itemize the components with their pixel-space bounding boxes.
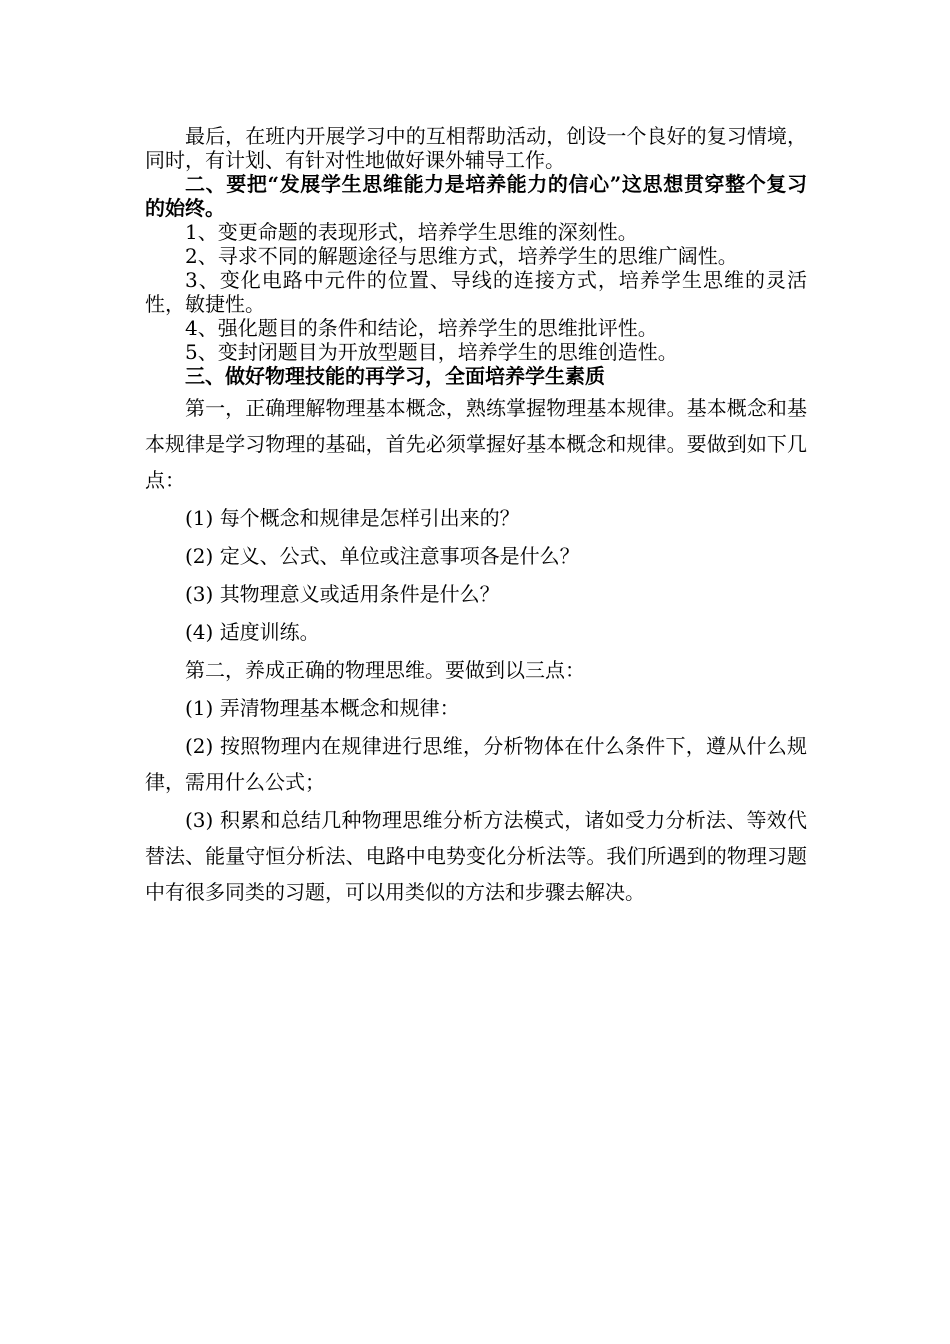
sub-item-4: (4) 适度训练。: [185, 620, 320, 644]
sub-item-2: (2) 定义、公式、单位或注意事项各是什么？: [185, 544, 580, 568]
sub-item-1: (1) 每个概念和规律是怎样引出来的？: [185, 506, 520, 530]
sub-item-6: (2) 按照物理内在规律进行思维，分析物体在什么条件下，遵从什么规律，需用什么公式；: [145, 734, 807, 794]
sub-item-7: (3) 积累和总结几种物理思维分析方法模式，诸如受力分析法、等效代替法、能量守恒分析法、电路中电势变化分析法等。我们所遇到的物理习题中有很多同类的习题，可以用类似的方法和步骤去解决。: [145, 808, 807, 904]
paragraph-first-point: 第一，正确理解物理基本概念，熟练掌握物理基本规律。基本概念和基本规律是学习物理的基础，首先必须掌握好基本概念和规律。要做到如下几点：: [145, 396, 807, 492]
section-heading-2: 二、要把“发展学生思维能力是培养能力的信心”这思想贯穿整个复习的始终。: [145, 172, 807, 220]
list-item-1: 1、变更命题的表现形式，培养学生思维的深刻性。: [185, 220, 638, 244]
sub-item-5: (1) 弄清物理基本概念和规律：: [185, 696, 460, 720]
paragraph-closing-remark: 最后，在班内开展学习中的互相帮助活动，创设一个良好的复习情境，同时，有计划、有针对性地做好课外辅导工作。: [145, 124, 807, 172]
document-body: [145, 124, 807, 912]
list-item-4: 4、强化题目的条件和结论，培养学生的思维批评性。: [185, 316, 658, 340]
section-heading-3: 三、做好物理技能的再学习，全面培养学生素质: [185, 364, 605, 388]
list-item-3: 3、变化电路中元件的位置、导线的连接方式，培养学生思维的灵活性，敏捷性。: [145, 268, 807, 316]
paragraph-second-point: 第二，养成正确的物理思维。要做到以三点：: [185, 658, 585, 682]
list-item-2: 2、寻求不同的解题途径与思维方式，培养学生的思维广阔性。: [185, 244, 738, 268]
sub-item-3: (3) 其物理意义或适用条件是什么？: [185, 582, 500, 606]
list-item-5: 5、变封闭题目为开放型题目，培养学生的思维创造性。: [185, 340, 678, 364]
